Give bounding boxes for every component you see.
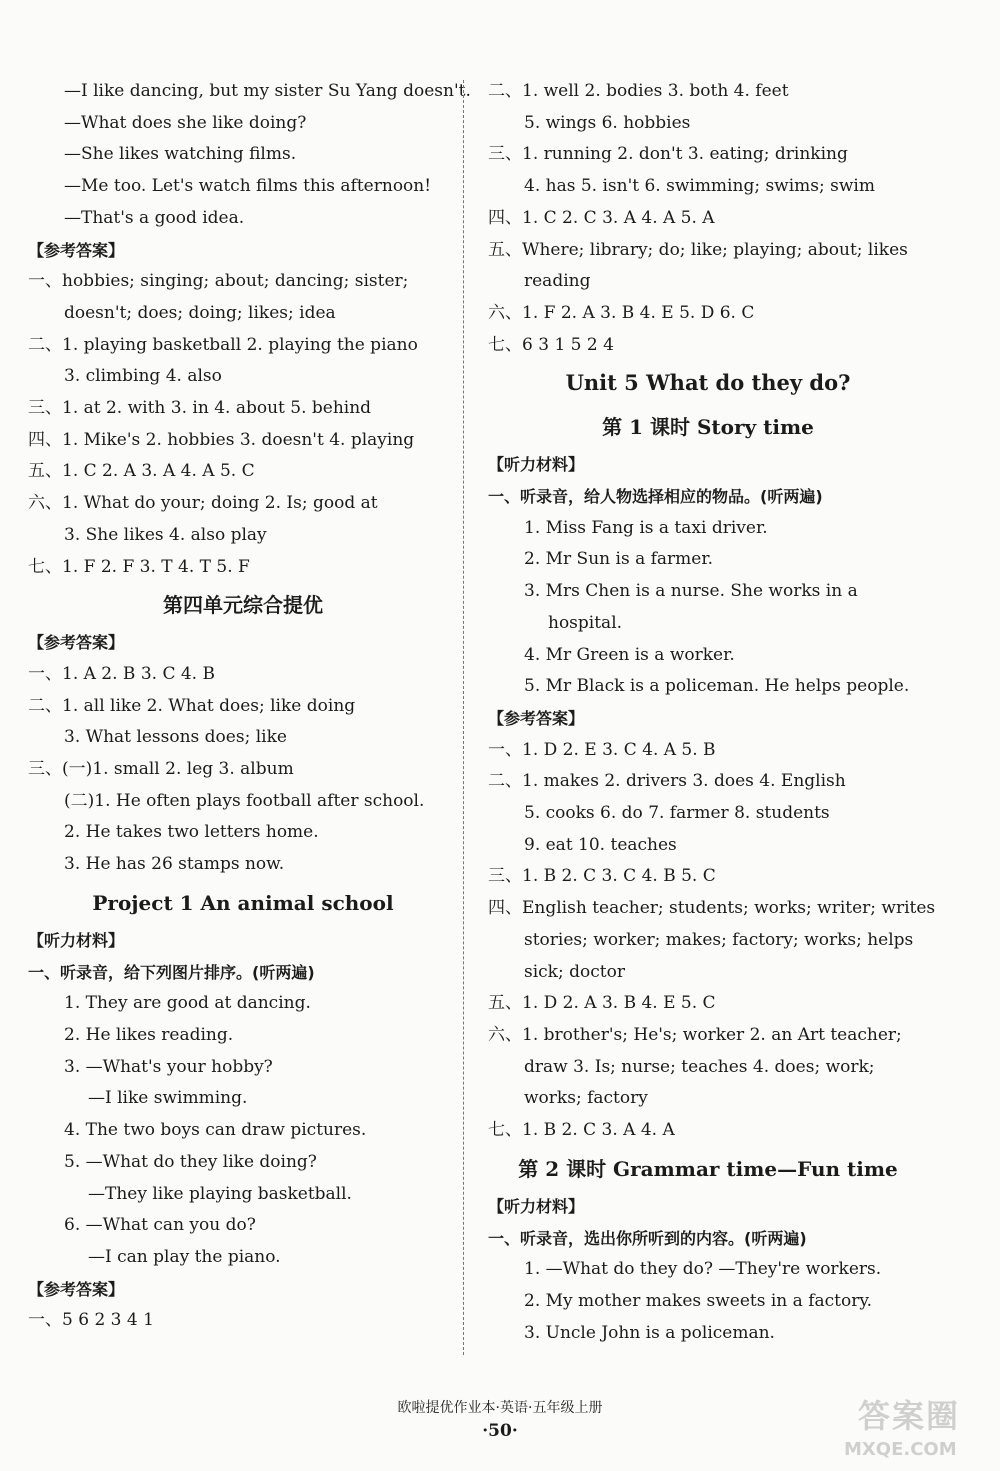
left-column <box>28 76 471 1337</box>
answer-line: 四、1. Mike's 2. hobbies 3. doesn't 4. playing <box>28 429 415 450</box>
answer-line: —Me too. Let's watch films this afternoon! <box>64 176 432 197</box>
answer-line: 5. cooks 6. do 7. farmer 8. students <box>524 803 830 824</box>
watermark-logo <box>836 1387 986 1465</box>
answer-line: 二、1. all like 2. What does; like doing <box>28 695 356 716</box>
answer-line: 六、1. What do your; doing 2. Is; good at <box>28 493 378 514</box>
question-heading: 一、听录音，给人物选择相应的物品。(听两遍) <box>488 487 823 507</box>
answer-line: 三、1. running 2. don't 3. eating; drinking <box>488 144 848 165</box>
answer-line: 七、1. B 2. C 3. A 4. A <box>488 1120 675 1141</box>
answer-line: 一、1. D 2. E 3. C 4. A 5. B <box>488 739 716 760</box>
answer-line: doesn't; does; doing; likes; idea <box>64 302 336 323</box>
section-label: 【参考答案】 <box>28 1279 125 1299</box>
answer-line: 2. He likes reading. <box>64 1024 234 1045</box>
answer-line: 五、1. C 2. A 3. A 4. A 5. C <box>28 461 255 482</box>
answer-line: 七、1. F 2. F 3. T 4. T 5. F <box>28 556 250 577</box>
answer-line: 一、hobbies; singing; about; dancing; sister; <box>28 271 409 292</box>
answer-line: 6. —What can you do? <box>64 1215 256 1236</box>
watermark-text: 答案圈 <box>858 1397 961 1435</box>
answer-line: 二、1. well 2. bodies 3. both 4. feet <box>488 81 789 101</box>
question-heading: 一、听录音，选出你所听到的内容。(听两遍) <box>488 1228 807 1248</box>
answer-line: stories; worker; makes; factory; works; helps <box>524 929 914 950</box>
section-label: 【参考答案】 <box>28 240 125 260</box>
answer-line: 3. She likes 4. also play <box>64 524 267 545</box>
answer-line: 一、1. A 2. B 3. C 4. B <box>28 663 215 684</box>
column-divider <box>463 80 464 1355</box>
answer-line: 5. wings 6. hobbies <box>524 112 691 133</box>
answer-line: 六、1. F 2. A 3. B 4. E 5. D 6. C <box>488 302 755 323</box>
answer-line: 4. The two boys can draw pictures. <box>64 1120 367 1141</box>
section-label: 【参考答案】 <box>488 708 585 728</box>
answer-line: 4. has 5. isn't 6. swimming; swims; swim <box>524 176 875 197</box>
answer-line: 五、Where; library; do; like; playing; about; likes <box>488 239 908 260</box>
answer-line: —They like playing basketball. <box>88 1183 352 1204</box>
answer-line: 三、1. B 2. C 3. C 4. B 5. C <box>488 866 716 887</box>
answer-line: 四、English teacher; students; works; writer; writes <box>488 898 936 919</box>
answer-line: 2. My mother makes sweets in a factory. <box>524 1290 873 1311</box>
answer-line: works; factory <box>524 1088 648 1109</box>
section-label: 【听力材料】 <box>28 930 125 950</box>
answer-line: 3. —What's your hobby? <box>64 1056 273 1077</box>
section-title: 第 1 课时 Story time <box>602 415 814 440</box>
section-title: Project 1 An animal school <box>92 890 394 915</box>
answer-line: —I can play the piano. <box>88 1246 281 1267</box>
answer-line: 二、1. makes 2. drivers 3. does 4. English <box>488 771 846 792</box>
answer-line: 3. What lessons does; like <box>64 727 287 748</box>
watermark-url: MXQE.COM <box>844 1439 957 1460</box>
answer-line: 三、1. at 2. with 3. in 4. about 5. behind <box>28 398 372 419</box>
answer-line: sick; doctor <box>524 961 625 982</box>
answer-line: 5. Mr Black is a policeman. He helps people. <box>524 676 910 697</box>
page-number: ·50· <box>482 1421 518 1441</box>
answer-line: 3. climbing 4. also <box>64 366 222 387</box>
answer-line: 四、1. C 2. C 3. A 4. A 5. A <box>488 207 715 228</box>
answer-line: 七、6 3 1 5 2 4 <box>488 334 614 355</box>
section-label: 【参考答案】 <box>28 633 125 653</box>
answer-line: 2. He takes two letters home. <box>64 822 319 843</box>
answer-line: —I like dancing, but my sister Su Yang doesn't. <box>64 81 471 101</box>
answer-line: —She likes watching films. <box>64 144 297 165</box>
answer-line: 9. eat 10. teaches <box>524 834 677 855</box>
section-label: 【听力材料】 <box>488 455 585 475</box>
answer-line: —I like swimming. <box>88 1088 248 1109</box>
question-heading: 一、听录音，给下列图片排序。(听两遍) <box>28 962 315 982</box>
answer-line: 六、1. brother's; He's; worker 2. an Art teacher; <box>488 1024 902 1045</box>
answer-line: —What does she like doing? <box>64 112 307 133</box>
answer-line: 二、1. playing basketball 2. playing the piano <box>28 334 418 355</box>
answer-line: —That's a good idea. <box>64 207 245 228</box>
answer-line: (二)1. He often plays football after school. <box>64 790 425 811</box>
answer-line: 1. They are good at dancing. <box>64 993 311 1014</box>
answer-line: 1. Miss Fang is a taxi driver. <box>524 517 768 538</box>
section-title: 第 2 课时 Grammar time—Fun time <box>518 1156 898 1181</box>
section-label: 【听力材料】 <box>488 1196 585 1216</box>
answer-line: hospital. <box>548 612 623 633</box>
answer-line: 3. He has 26 stamps now. <box>64 854 285 875</box>
section-title: 第四单元综合提优 <box>163 593 323 618</box>
answer-line: 5. —What do they like doing? <box>64 1151 317 1172</box>
answer-line: draw 3. Is; nurse; teaches 4. does; work; <box>524 1056 875 1077</box>
answer-line: 3. Uncle John is a policeman. <box>524 1322 775 1343</box>
answer-line: reading <box>524 271 591 292</box>
answer-line: 3. Mrs Chen is a nurse. She works in a <box>524 581 858 602</box>
answer-line: 五、1. D 2. A 3. B 4. E 5. C <box>488 993 716 1014</box>
answer-line: 4. Mr Green is a worker. <box>524 644 735 665</box>
answer-line: 1. —What do they do? —They're workers. <box>524 1259 882 1280</box>
section-title: Unit 5 What do they do? <box>565 370 851 396</box>
footer-book-title: 欧啦提优作业本·英语·五年级上册 <box>397 1400 603 1416</box>
answer-line: 2. Mr Sun is a farmer. <box>524 549 714 570</box>
right-column <box>488 76 936 1349</box>
answer-line: 一、5 6 2 3 4 1 <box>28 1310 154 1331</box>
answer-line: 三、(一)1. small 2. leg 3. album <box>28 759 294 780</box>
